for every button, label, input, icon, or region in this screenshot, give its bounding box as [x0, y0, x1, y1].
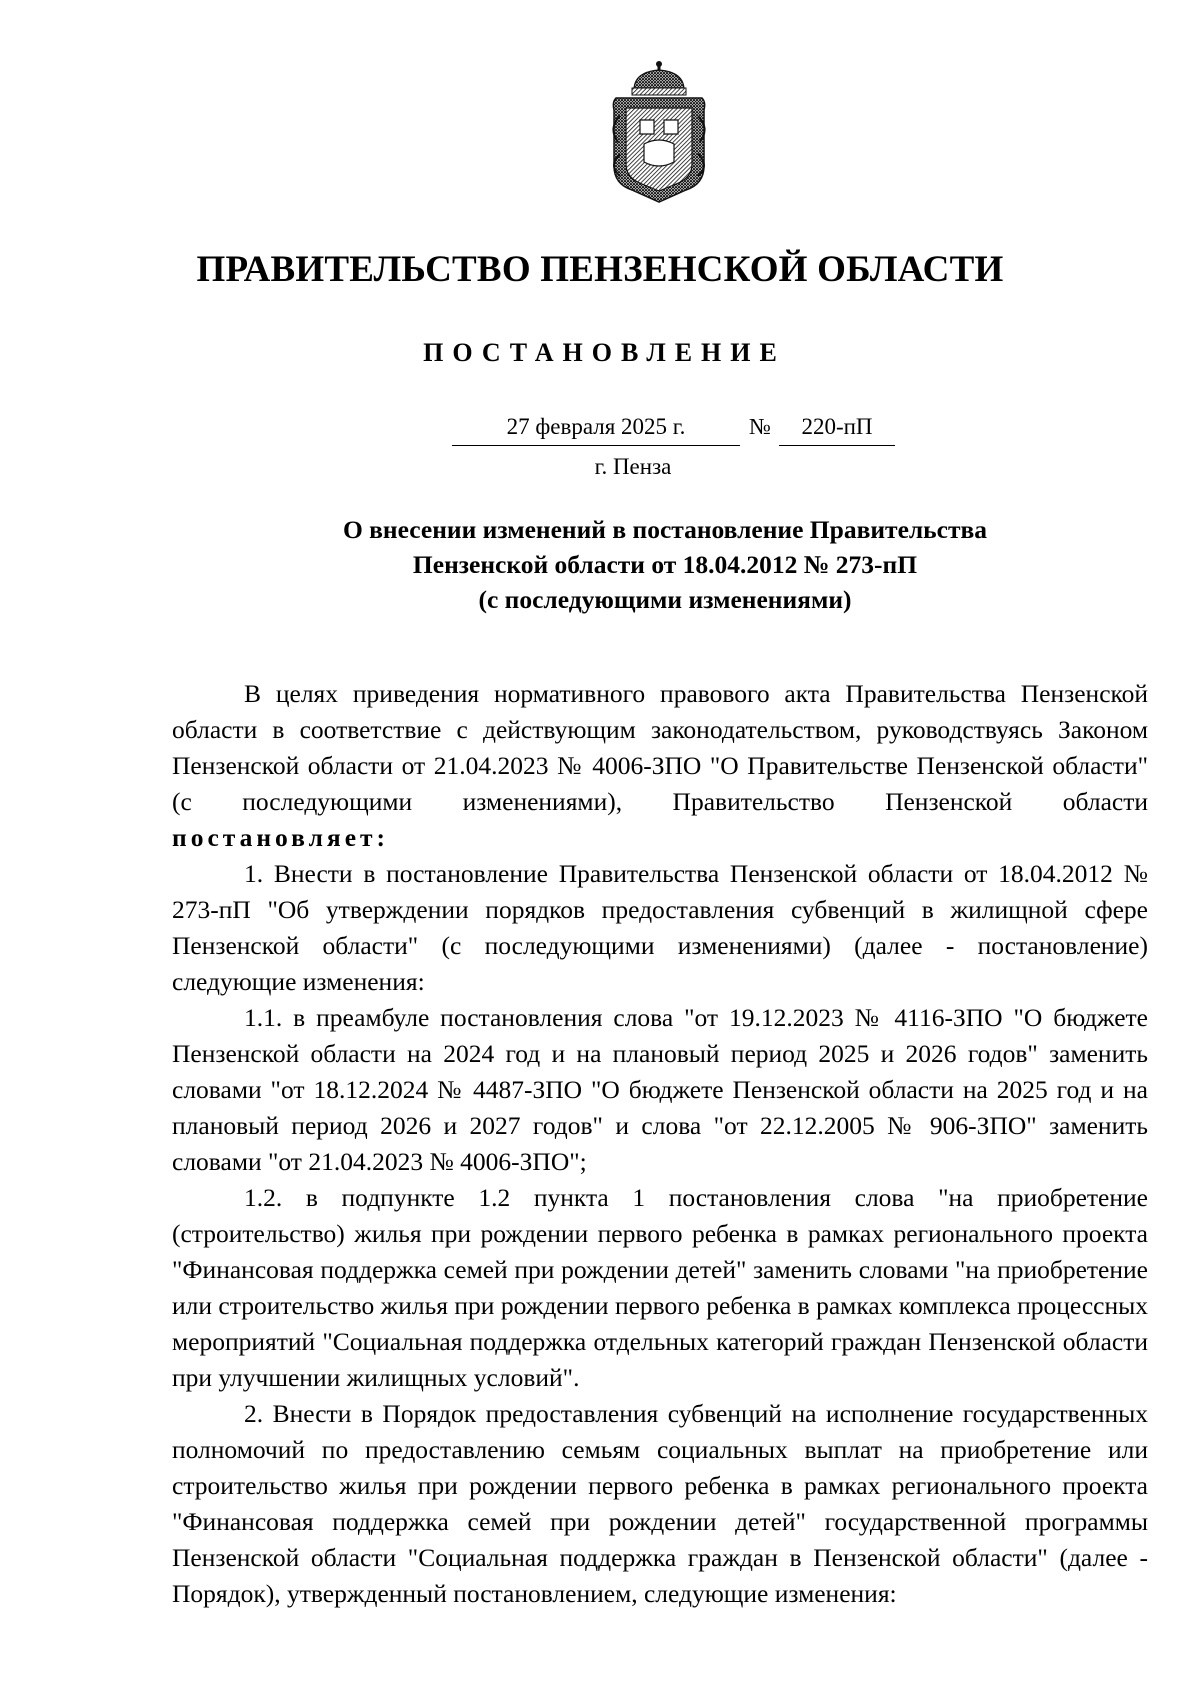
body-paragraph: 1.2. в подпункте 1.2 пункта 1 постановления слова "на приобретение (строительство) жилья при рождении первого ребенка в рамках регионального проекта "Финансовая поддержка семей при рождении детей" заменить словами "на приобретение или строительство жилья при рождении первого ребенка в рамках комплекса процессных мероприятий "Социальная поддержка отдельных категорий граждан Пензенской области при улучшении жилищных условий".	[172, 1183, 1148, 1392]
subject-line: (с последующими изменениями)	[478, 585, 852, 614]
body-paragraph: 1.1. в преамбуле постановления слова "от 19.12.2023 № 4116-ЗПО "О бюджете Пензенской области на 2024 год и на плановый период 2025 и 2026 годов" заменить словами "от 18.12.2024 № 4487-ЗПО "О бюджете Пензенской области на 2025 год и на плановый период 2026 и 2027 годов" и слова "от 22.12.2005 № 906-ЗПО" заменить словами "от 21.04.2023 № 4006-ЗПО";	[172, 1003, 1148, 1176]
document-subject	[200, 512, 1130, 617]
preamble-text: В целях приведения нормативного правового акта Правительства Пензенской области в соответствие с действующим законодательством, руководствуясь Законом Пензенской области от 21.04.2023 № 4006-ЗПО "О Правительстве Пензенской области" (с последующими изменениями), Правительство Пензенской области	[172, 679, 1148, 816]
body-paragraph: 2. Внести в Порядок предоставления субвенций на исполнение государственных полномочий по предоставлению семьям социальных выплат на приобретение или строительство жилья при рождении первого ребенка в рамках регионального проекта "Финансовая поддержка семей при рождении детей" государственной программы Пензенской области "Социальная поддержка граждан в Пензенской области" (далее - Порядок), утвержденный постановлением, следующие изменения:	[172, 1399, 1148, 1608]
document-number: 220-пП	[779, 409, 895, 446]
document-body	[172, 676, 1148, 1612]
decree-word: постановляет:	[172, 823, 390, 852]
document-type: ПОСТАНОВЛЕНИЕ	[423, 338, 786, 367]
city: г. Пенза	[594, 454, 672, 479]
body-paragraph: 1. Внести в постановление Правительства Пензенской области от 18.04.2012 № 273-пП "Об утверждении порядков предоставления субвенций в жилищной сфере Пензенской области" (с последующими изменениями) (далее - постановление) следующие изменения:	[172, 859, 1148, 996]
coat-of-arms-emblem	[604, 58, 714, 208]
organization-title: ПРАВИТЕЛЬСТВО ПЕНЗЕНСКОЙ ОБЛАСТИ	[196, 249, 1004, 290]
preamble-paragraph	[172, 676, 1148, 856]
number-sign: №	[749, 414, 771, 439]
subject-line: О внесении изменений в постановление Правительства	[342, 515, 988, 544]
document-date: 27 февраля 2025 г.	[452, 409, 740, 446]
subject-line: Пензенской области от 18.04.2012 № 273-пП	[412, 550, 918, 579]
